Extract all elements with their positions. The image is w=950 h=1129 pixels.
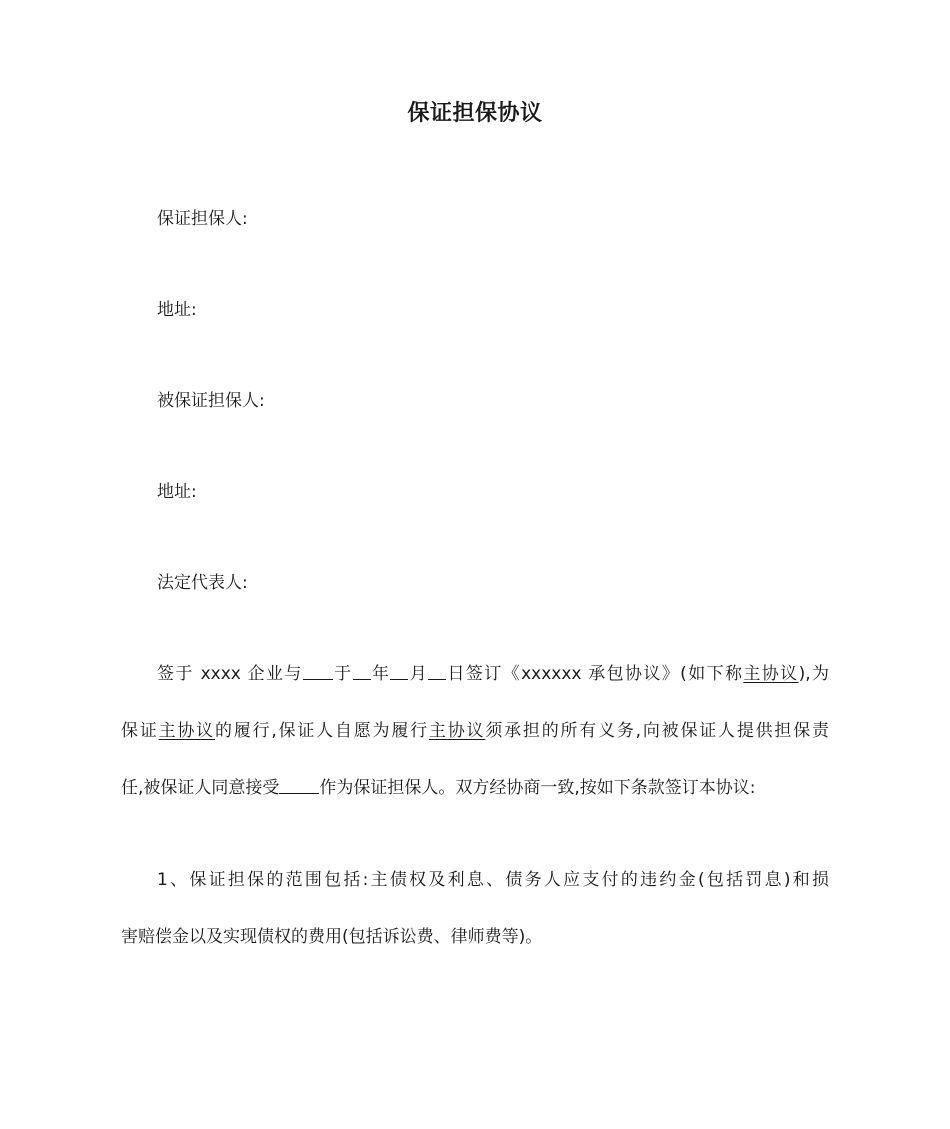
document-title: 保证担保协议 bbox=[407, 101, 543, 126]
blank-guarantor-name bbox=[279, 777, 319, 794]
preamble-paragraph bbox=[121, 646, 829, 817]
clause-1-line-2: 害赔偿金以及实现债权的费用(包括诉讼费、律师费等)。 bbox=[121, 927, 543, 947]
guaranteed-party-field: 被保证担保人: bbox=[157, 391, 265, 411]
preamble-line-2 bbox=[121, 703, 829, 760]
preamble-text: 须承担的所有义务,向被保证人提供担保责 bbox=[485, 721, 830, 741]
preamble-text: 任,被保证人同意接受 bbox=[121, 778, 280, 798]
guarantor-field: 保证担保人: bbox=[157, 209, 248, 229]
preamble-text: 保证 bbox=[121, 721, 159, 741]
preamble-text: ),为 bbox=[798, 664, 829, 684]
preamble-text: 的履行,保证人自愿为履行 bbox=[214, 721, 429, 741]
preamble-line-1 bbox=[121, 646, 829, 703]
preamble-text: 于 bbox=[332, 664, 353, 684]
blank-year bbox=[353, 663, 371, 680]
preamble-text: 月 bbox=[408, 664, 429, 684]
main-agreement-term: 主协议 bbox=[428, 721, 486, 741]
main-agreement-term: 主协议 bbox=[158, 721, 215, 741]
preamble-text: 日签订《xxxxxx 承包协议》(如下称 bbox=[446, 664, 744, 684]
blank-party bbox=[303, 663, 333, 680]
preamble-line-3 bbox=[121, 760, 829, 817]
preamble-text: 作为保证担保人。双方经协商一致,按如下条款签订本协议: bbox=[319, 778, 756, 798]
clause-1-line-1: 1、保证担保的范围包括:主债权及利息、债务人应支付的违约金(包括罚息)和损 bbox=[157, 870, 829, 890]
guaranteed-address-field: 地址: bbox=[157, 482, 197, 502]
main-agreement-term: 主协议 bbox=[743, 664, 799, 684]
blank-month bbox=[390, 663, 408, 680]
preamble-text: 年 bbox=[370, 664, 391, 684]
clause-1-paragraph bbox=[121, 852, 829, 966]
preamble-text: 签于 xxxx 企业与 bbox=[157, 664, 303, 684]
guarantor-address-field: 地址: bbox=[157, 300, 197, 320]
legal-representative-field: 法定代表人: bbox=[157, 573, 248, 593]
blank-day bbox=[428, 663, 446, 680]
